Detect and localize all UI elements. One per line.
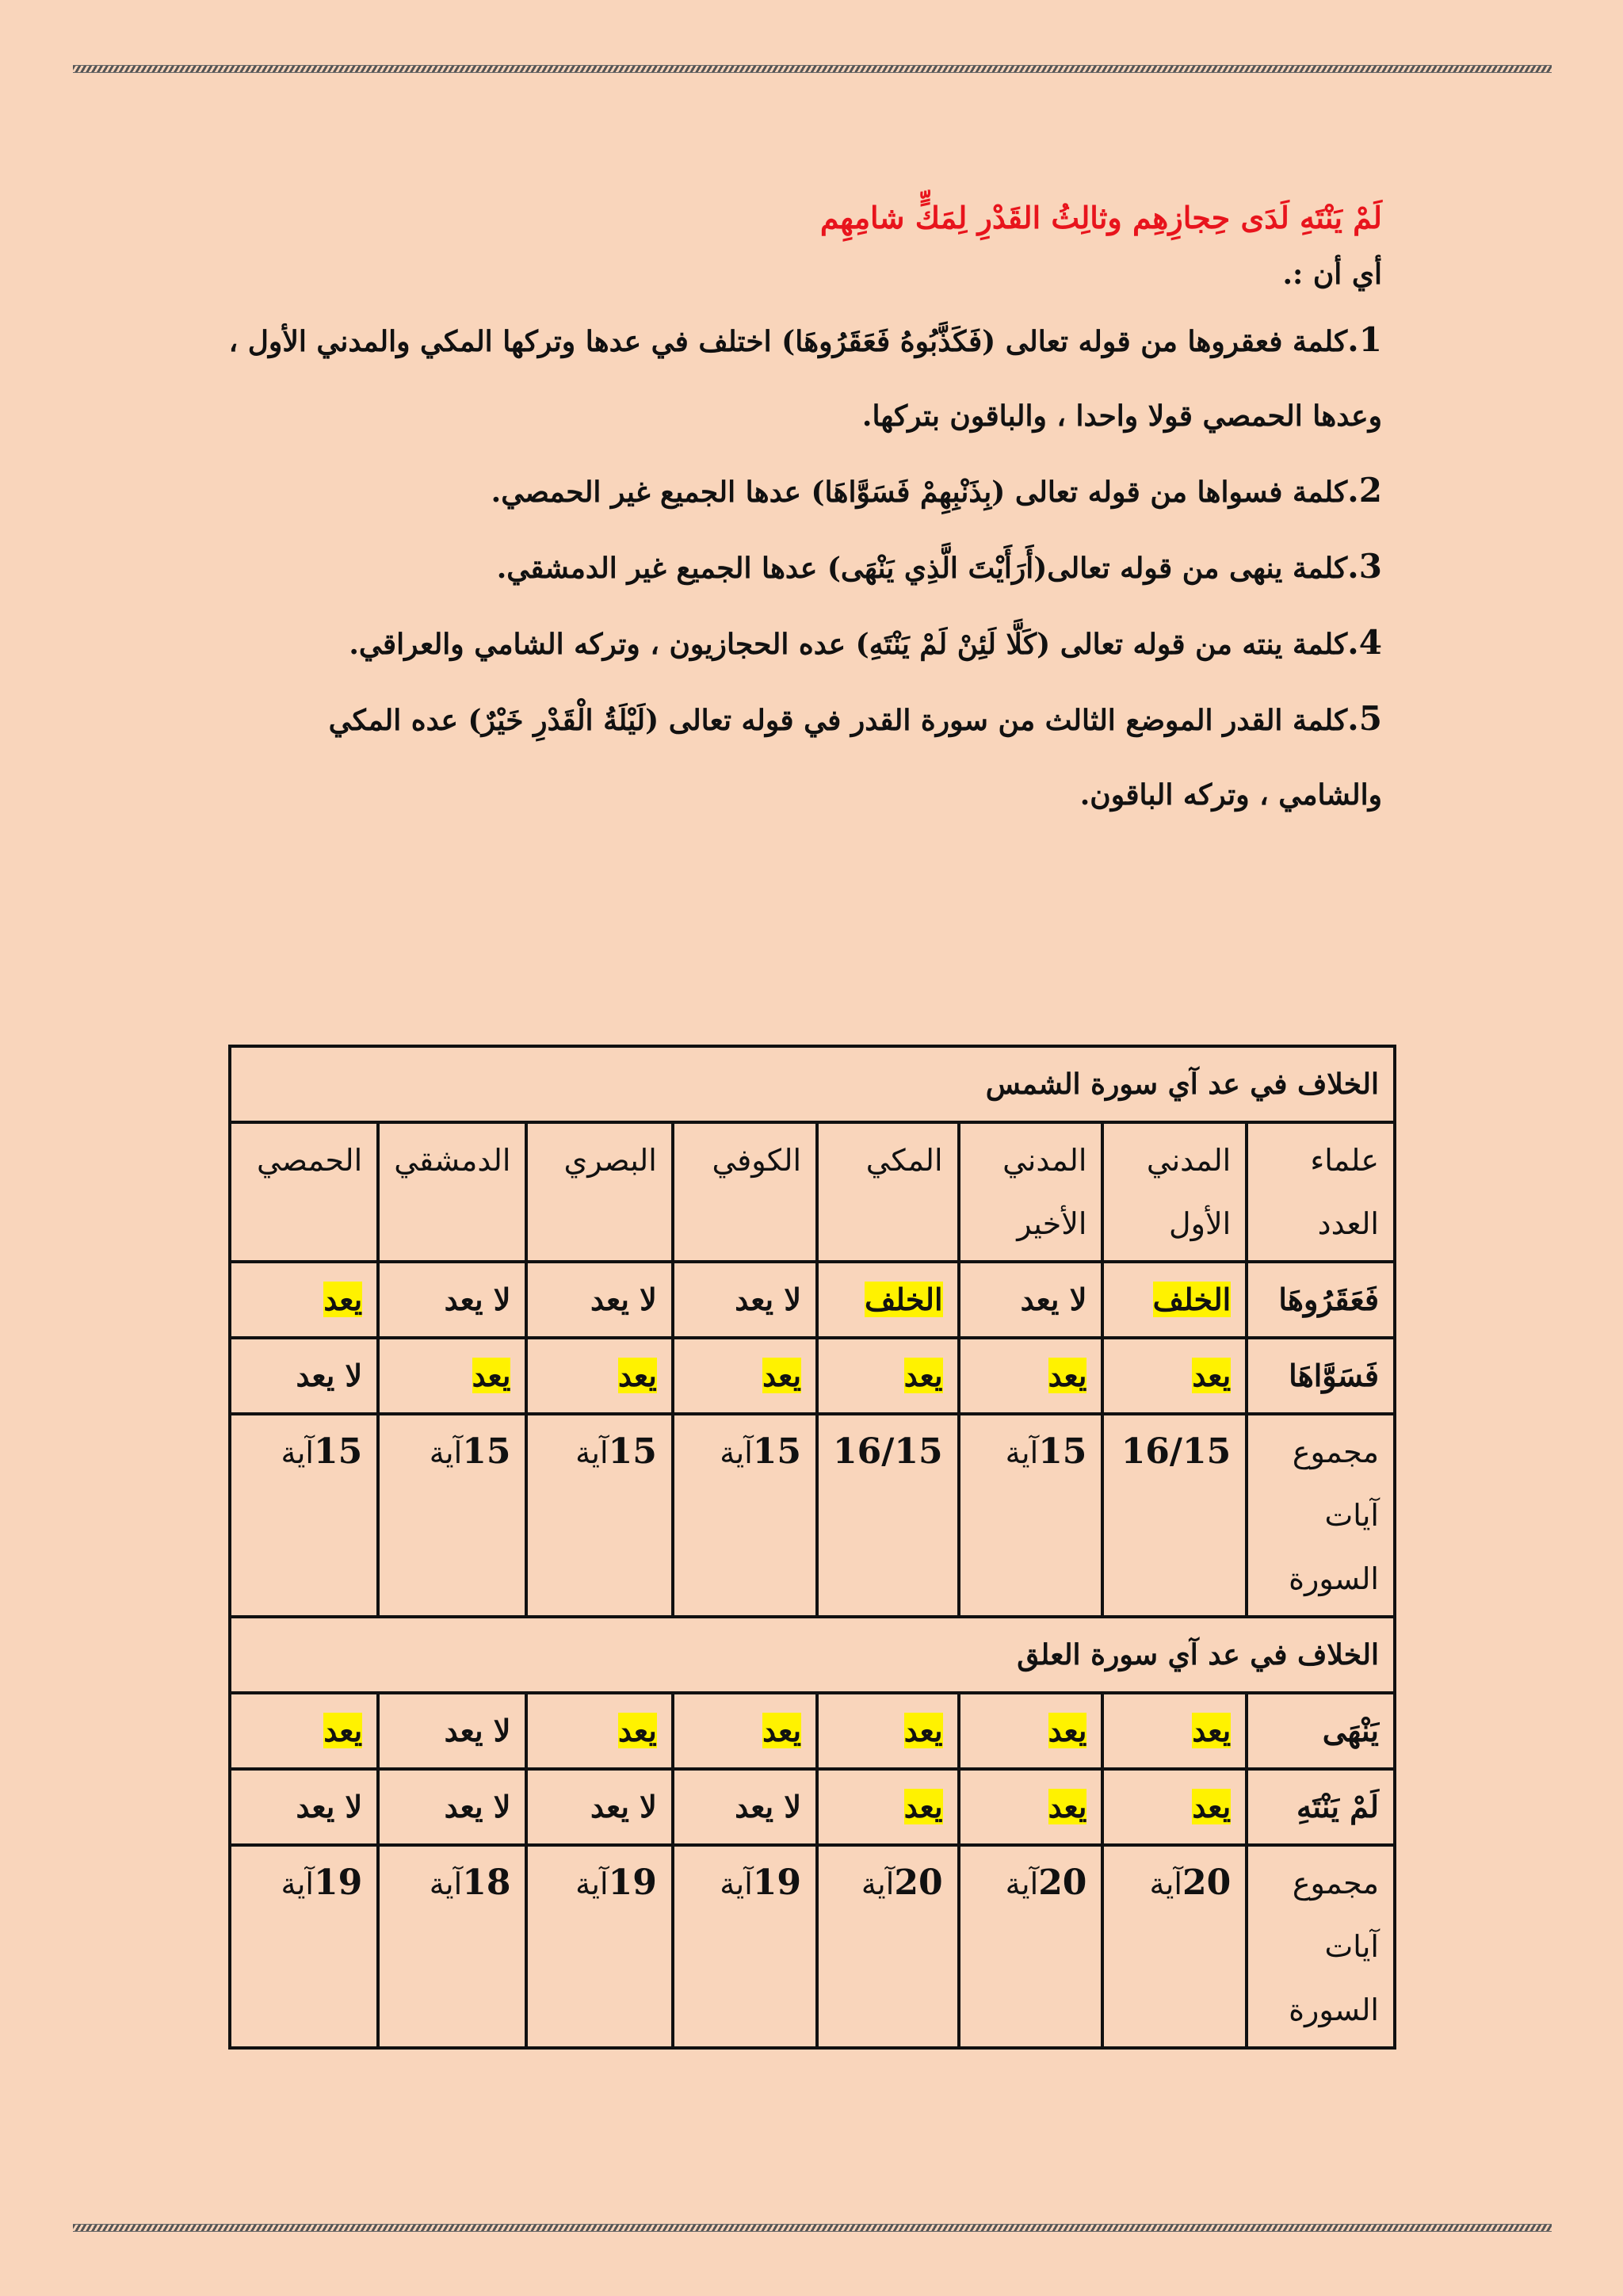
total-number: 15 <box>313 1431 363 1472</box>
table-cell <box>1102 1769 1247 1845</box>
total-number: 20 <box>894 1862 943 1903</box>
alaq-caption: الخلاف في عد آي سورة العلق <box>230 1617 1395 1693</box>
table-cell <box>526 1769 672 1845</box>
total-cell <box>959 1414 1103 1617</box>
total-cell <box>817 1414 959 1617</box>
table-row <box>230 1617 1395 1693</box>
total-cell <box>378 1845 526 2048</box>
total-number: 16/15 <box>833 1431 943 1472</box>
cell-value: لا يعد <box>296 1358 363 1393</box>
item-text: كلمة فعقروها من قوله تعالى (فَكَذَّبُوهُ فَعَقَرُوهَا) اختلف في عدها وتركها المكي والمدني الأول ، وعدها الحمصي قولا واحدا ، والباقون بتركها. <box>228 325 1382 433</box>
cell-value: يعد <box>472 1358 511 1393</box>
cell-value: يعد <box>1048 1358 1087 1393</box>
top-decorative-rule <box>73 65 1552 73</box>
cell-value: الخلف <box>864 1282 943 1317</box>
cell-value: لا يعد <box>735 1789 802 1824</box>
table-cell <box>526 1262 672 1338</box>
table-cell <box>817 1338 959 1414</box>
table-cell <box>959 1769 1103 1845</box>
table-cell <box>959 1693 1103 1769</box>
total-number: 19 <box>752 1862 802 1903</box>
cell-value: لا يعد <box>1020 1282 1087 1317</box>
header-madani-last: المدني الأخير <box>959 1122 1103 1262</box>
cell-value: الخلف <box>1152 1282 1232 1317</box>
cell-value: لا يعد <box>444 1282 511 1317</box>
header-kufi: الكوفي <box>673 1122 817 1262</box>
total-unit: آية <box>429 1866 463 1901</box>
table-cell <box>230 1338 378 1414</box>
total-number: 15 <box>608 1431 657 1472</box>
total-number: 19 <box>313 1862 363 1903</box>
table-row <box>230 1262 1395 1338</box>
cell-value: يعد <box>903 1358 943 1393</box>
total-number: 15 <box>1038 1431 1087 1472</box>
cell-value: يعد <box>323 1713 363 1748</box>
table-cell <box>817 1693 959 1769</box>
cell-value: لا يعد <box>444 1789 511 1824</box>
cell-value: يعد <box>903 1713 943 1748</box>
table-cell <box>673 1693 817 1769</box>
verse-line: لَمْ يَنْتَهِ لَدَى حِجازِهِم وثالِثُ القَدْرِ لِمَكٍّ شامِهِم <box>819 200 1382 235</box>
total-unit: آية <box>575 1435 609 1470</box>
total-unit: آية <box>281 1866 314 1901</box>
cell-value: يعد <box>762 1713 802 1748</box>
total-cell <box>230 1414 378 1617</box>
total-number: 18 <box>462 1862 511 1903</box>
item-text: كلمة القدر الموضع الثالث من سورة القدر في قوله تعالى (لَيْلَةُ الْقَدْرِ خَيْرٌ) عده المكي والشامي ، وتركه الباقون. <box>328 704 1382 812</box>
table-cell <box>230 1262 378 1338</box>
table-cell <box>230 1693 378 1769</box>
cell-value: يعد <box>617 1713 657 1748</box>
list-item <box>225 303 1382 453</box>
total-unit: آية <box>575 1866 609 1901</box>
list-item <box>225 682 1382 832</box>
cell-value: يعد <box>1048 1713 1087 1748</box>
total-unit: آية <box>1005 1866 1039 1901</box>
row-word: يَنْهَى <box>1247 1693 1395 1769</box>
table-cell <box>817 1769 959 1845</box>
intro-line: أي أن :. <box>1282 258 1382 291</box>
table-cell <box>378 1693 526 1769</box>
row-word: فَسَوَّاهَا <box>1247 1338 1395 1414</box>
table-cell <box>378 1338 526 1414</box>
table-cell <box>378 1769 526 1845</box>
total-cell <box>526 1845 672 2048</box>
list-item <box>225 529 1382 606</box>
total-unit: آية <box>720 1435 753 1470</box>
table-cell <box>1102 1693 1247 1769</box>
totals-label: مجموع آيات السورة <box>1247 1414 1395 1617</box>
cell-value: لا يعد <box>444 1713 511 1748</box>
cell-value: يعد <box>323 1282 363 1317</box>
item-number: 2. <box>1347 471 1382 510</box>
total-cell <box>673 1414 817 1617</box>
table-row <box>230 1769 1395 1845</box>
total-cell <box>959 1845 1103 2048</box>
verse-count-table <box>228 1045 1396 2050</box>
header-himsi: الحمصي <box>230 1122 378 1262</box>
total-cell <box>230 1845 378 2048</box>
total-cell <box>526 1414 672 1617</box>
table-cell <box>230 1769 378 1845</box>
totals-row <box>230 1845 1395 2048</box>
list-item <box>225 453 1382 529</box>
cell-value: يعد <box>1192 1713 1232 1748</box>
explanation-text <box>225 190 1382 832</box>
total-number: 16/15 <box>1121 1431 1232 1472</box>
table-cell <box>1102 1338 1247 1414</box>
total-cell <box>1102 1414 1247 1617</box>
total-unit: آية <box>1005 1435 1039 1470</box>
cell-value: لا يعد <box>590 1282 657 1317</box>
table-cell <box>526 1338 672 1414</box>
item-number: 1. <box>1347 320 1382 359</box>
cell-value: يعد <box>762 1358 802 1393</box>
table-cell <box>817 1262 959 1338</box>
header-row <box>230 1122 1395 1262</box>
cell-value: لا يعد <box>590 1789 657 1824</box>
shams-caption: الخلاف في عد آي سورة الشمس <box>230 1046 1395 1122</box>
table-cell <box>959 1338 1103 1414</box>
cell-value: يعد <box>1192 1789 1232 1824</box>
table-row <box>230 1693 1395 1769</box>
total-unit: آية <box>281 1435 314 1470</box>
total-unit: آية <box>720 1866 753 1901</box>
total-cell <box>673 1845 817 2048</box>
table-cell <box>673 1262 817 1338</box>
row-word: لَمْ يَنْتَهِ <box>1247 1769 1395 1845</box>
total-number: 15 <box>462 1431 511 1472</box>
table-cell <box>673 1769 817 1845</box>
list-item <box>225 606 1382 682</box>
total-unit: آية <box>429 1435 463 1470</box>
item-number: 4. <box>1347 623 1382 662</box>
cell-value: يعد <box>1192 1358 1232 1393</box>
item-text: كلمة ينته من قوله تعالى (كَلَّا لَئِنْ لَمْ يَنْتَهِ) عده الحجازيون ، وتركه الشامي والعراقي. <box>349 628 1348 661</box>
total-number: 20 <box>1038 1862 1087 1903</box>
bottom-decorative-rule <box>73 2224 1552 2232</box>
total-unit: آية <box>861 1866 895 1901</box>
table-cell <box>526 1693 672 1769</box>
cell-value: يعد <box>1048 1789 1087 1824</box>
item-number: 3. <box>1347 547 1382 586</box>
total-cell <box>378 1414 526 1617</box>
header-scholars: علماء العدد <box>1247 1122 1395 1262</box>
total-number: 20 <box>1182 1862 1232 1903</box>
table-row <box>230 1338 1395 1414</box>
cell-value: يعد <box>903 1789 943 1824</box>
totals-row <box>230 1414 1395 1617</box>
header-dimashqi: الدمشقي <box>378 1122 526 1262</box>
table-cell <box>673 1338 817 1414</box>
table-cell <box>959 1262 1103 1338</box>
total-number: 15 <box>752 1431 802 1472</box>
cell-value: لا يعد <box>735 1282 802 1317</box>
table-row <box>230 1046 1395 1122</box>
table-cell <box>1102 1262 1247 1338</box>
header-madani-first: المدني الأول <box>1102 1122 1247 1262</box>
cell-value: يعد <box>617 1358 657 1393</box>
total-cell <box>1102 1845 1247 2048</box>
header-basri: البصري <box>526 1122 672 1262</box>
item-number: 5. <box>1347 699 1382 738</box>
table-cell <box>378 1262 526 1338</box>
item-text: كلمة فسواها من قوله تعالى (بِذَنْبِهِمْ فَسَوَّاهَا) عدها الجميع غير الحمصي. <box>491 476 1348 509</box>
header-makki: المكي <box>817 1122 959 1262</box>
total-number: 19 <box>608 1862 657 1903</box>
total-cell <box>817 1845 959 2048</box>
row-word: فَعَقَرُوهَا <box>1247 1262 1395 1338</box>
total-unit: آية <box>1149 1866 1182 1901</box>
item-text: كلمة ينهى من قوله تعالى(أَرَأَيْتَ الَّذِي يَنْهَى) عدها الجميع غير الدمشقي. <box>496 552 1348 585</box>
cell-value: لا يعد <box>296 1789 363 1824</box>
totals-label: مجموع آيات السورة <box>1247 1845 1395 2048</box>
